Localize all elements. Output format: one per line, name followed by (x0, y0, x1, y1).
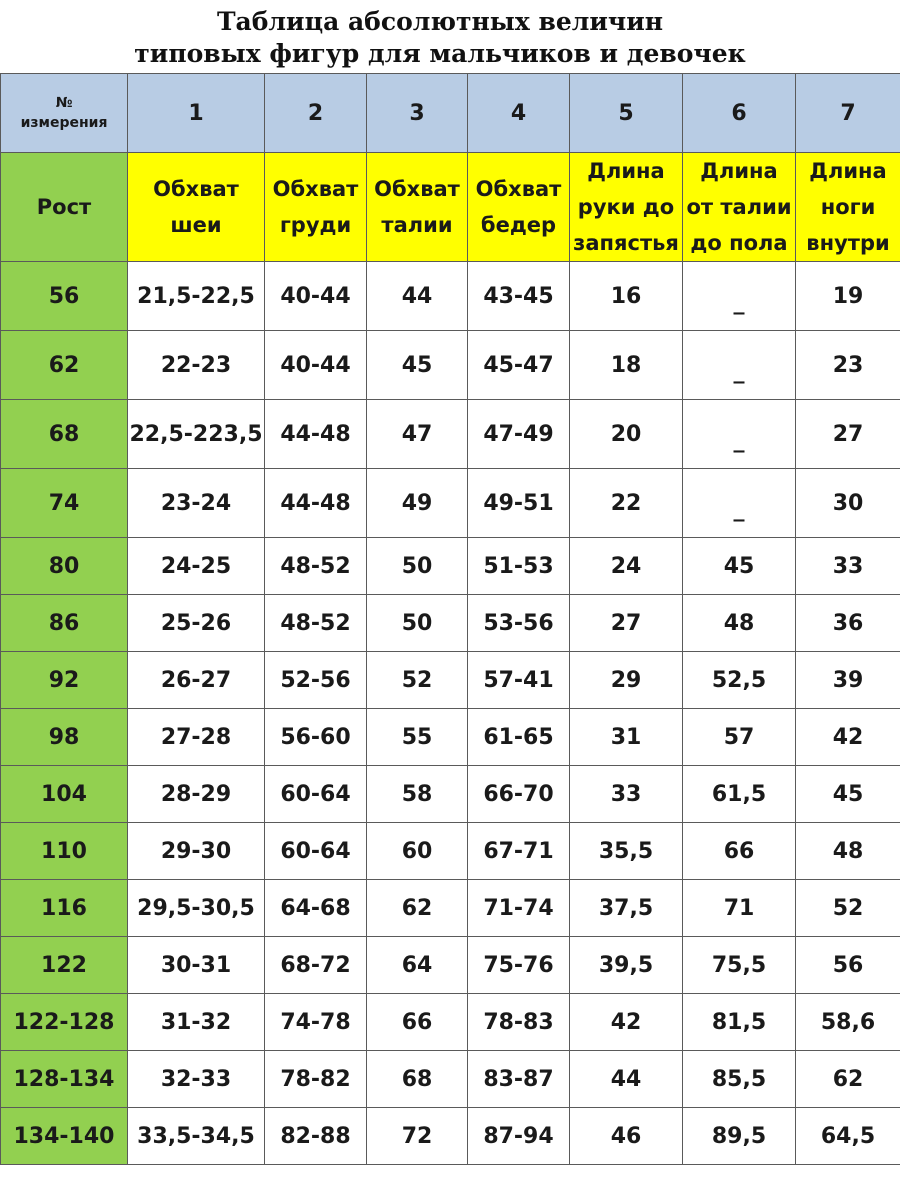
measure-header-line: до пола (690, 231, 788, 255)
inseam-value: 45 (796, 766, 900, 823)
hip-girth-value: 51-53 (468, 538, 570, 595)
waist-to-floor-value: 85,5 (683, 1051, 796, 1108)
arm-length-value: 20 (570, 400, 683, 469)
neck-girth-value: 32-33 (128, 1051, 265, 1108)
table-row (1, 538, 900, 595)
inseam-value: 36 (796, 595, 900, 652)
arm-length-value: 18 (570, 331, 683, 400)
hip-girth-value: 49-51 (468, 469, 570, 538)
neck-girth-value: 29,5-30,5 (128, 880, 265, 937)
measurement-number-row (1, 74, 900, 153)
hip-girth-value: 78-83 (468, 994, 570, 1051)
hip-girth-value: 53-56 (468, 595, 570, 652)
chest-girth-value: 40-44 (265, 331, 367, 400)
arm-length-value: 46 (570, 1108, 683, 1165)
waist-girth-value: 44 (367, 262, 468, 331)
measure-header-arm-length (570, 153, 683, 262)
hip-girth-value: 71-74 (468, 880, 570, 937)
measure-header-line: Длина (587, 159, 665, 183)
chest-girth-value: 60-64 (265, 823, 367, 880)
size-table (0, 73, 900, 1165)
table-row (1, 400, 900, 469)
column-number: 2 (265, 74, 367, 153)
rost-value: 98 (1, 709, 128, 766)
measure-header-neck (128, 153, 265, 262)
rost-value: 68 (1, 400, 128, 469)
rost-value: 62 (1, 331, 128, 400)
rost-value: 110 (1, 823, 128, 880)
chest-girth-value: 82-88 (265, 1108, 367, 1165)
waist-girth-value: 49 (367, 469, 468, 538)
arm-length-value: 16 (570, 262, 683, 331)
arm-length-value: 42 (570, 994, 683, 1051)
rost-value: 116 (1, 880, 128, 937)
waist-girth-value: 68 (367, 1051, 468, 1108)
page-title (0, 0, 880, 70)
rost-value: 74 (1, 469, 128, 538)
inseam-value: 33 (796, 538, 900, 595)
waist-to-floor-value: 45 (683, 538, 796, 595)
neck-girth-value: 22-23 (128, 331, 265, 400)
rost-value: 80 (1, 538, 128, 595)
measure-header-line: запястья (573, 231, 679, 255)
column-number: 1 (128, 74, 265, 153)
chest-girth-value: 44-48 (265, 400, 367, 469)
measure-header-line: Длина (700, 159, 778, 183)
measure-header-line: ноги (820, 195, 876, 219)
column-number: 5 (570, 74, 683, 153)
rost-value: 92 (1, 652, 128, 709)
neck-girth-value: 26-27 (128, 652, 265, 709)
waist-girth-value: 66 (367, 994, 468, 1051)
table-row (1, 994, 900, 1051)
measure-header-line: шеи (170, 213, 222, 237)
waist-to-floor-value: 57 (683, 709, 796, 766)
waist-girth-value: 60 (367, 823, 468, 880)
table-row (1, 709, 900, 766)
chest-girth-value: 48-52 (265, 595, 367, 652)
measurement-number-header (1, 74, 128, 153)
inseam-value: 48 (796, 823, 900, 880)
inseam-value: 64,5 (796, 1108, 900, 1165)
waist-girth-value: 45 (367, 331, 468, 400)
arm-length-value: 27 (570, 595, 683, 652)
waist-to-floor-value: 52,5 (683, 652, 796, 709)
inseam-value: 30 (796, 469, 900, 538)
measure-header-line: талии (381, 213, 453, 237)
hip-girth-value: 61-65 (468, 709, 570, 766)
table-row (1, 823, 900, 880)
inseam-value: 42 (796, 709, 900, 766)
corner-line-1: № (55, 95, 73, 111)
hip-girth-value: 57-41 (468, 652, 570, 709)
measure-header-line: Обхват (475, 177, 562, 201)
table-row (1, 331, 900, 400)
rost-header: Рост (1, 153, 128, 262)
chest-girth-value: 56-60 (265, 709, 367, 766)
neck-girth-value: 22,5-223,5 (128, 400, 265, 469)
chest-girth-value: 40-44 (265, 262, 367, 331)
column-number: 3 (367, 74, 468, 153)
hip-girth-value: 45-47 (468, 331, 570, 400)
waist-girth-value: 55 (367, 709, 468, 766)
chest-girth-value: 78-82 (265, 1051, 367, 1108)
hip-girth-value: 43-45 (468, 262, 570, 331)
measure-header-line: внутри (806, 231, 890, 255)
hip-girth-value: 75-76 (468, 937, 570, 994)
waist-to-floor-value: 48 (683, 595, 796, 652)
waist-girth-value: 64 (367, 937, 468, 994)
column-number: 6 (683, 74, 796, 153)
arm-length-value: 35,5 (570, 823, 683, 880)
neck-girth-value: 28-29 (128, 766, 265, 823)
size-table-body (1, 262, 900, 1165)
neck-girth-value: 33,5-34,5 (128, 1108, 265, 1165)
rost-value: 104 (1, 766, 128, 823)
rost-value: 134-140 (1, 1108, 128, 1165)
waist-to-floor-value: 61,5 (683, 766, 796, 823)
chest-girth-value: 74-78 (265, 994, 367, 1051)
hip-girth-value: 87-94 (468, 1108, 570, 1165)
neck-girth-value: 27-28 (128, 709, 265, 766)
table-row (1, 262, 900, 331)
column-number: 7 (796, 74, 900, 153)
inseam-value: 58,6 (796, 994, 900, 1051)
chest-girth-value: 60-64 (265, 766, 367, 823)
arm-length-value: 44 (570, 1051, 683, 1108)
waist-to-floor-value: 89,5 (683, 1108, 796, 1165)
rost-value: 122 (1, 937, 128, 994)
inseam-value: 27 (796, 400, 900, 469)
neck-girth-value: 24-25 (128, 538, 265, 595)
title-line-1: Таблица абсолютных величин (216, 7, 664, 36)
measure-header-line: Длина (809, 159, 887, 183)
column-number: 4 (468, 74, 570, 153)
corner-line-2: измерения (20, 115, 108, 131)
measure-header-chest (265, 153, 367, 262)
neck-girth-value: 31-32 (128, 994, 265, 1051)
measure-header-waist-to-floor (683, 153, 796, 262)
chest-girth-value: 52-56 (265, 652, 367, 709)
inseam-value: 19 (796, 262, 900, 331)
table-row (1, 1108, 900, 1165)
waist-to-floor-value: 71 (683, 880, 796, 937)
table-row (1, 469, 900, 538)
waist-to-floor-value: _ (683, 400, 796, 469)
neck-girth-value: 23-24 (128, 469, 265, 538)
measure-header-line: Обхват (153, 177, 239, 201)
waist-girth-value: 50 (367, 538, 468, 595)
arm-length-value: 39,5 (570, 937, 683, 994)
neck-girth-value: 21,5-22,5 (128, 262, 265, 331)
arm-length-value: 24 (570, 538, 683, 595)
waist-girth-value: 72 (367, 1108, 468, 1165)
waist-to-floor-value: _ (683, 262, 796, 331)
hip-girth-value: 83-87 (468, 1051, 570, 1108)
rost-value: 122-128 (1, 994, 128, 1051)
waist-girth-value: 62 (367, 880, 468, 937)
chest-girth-value: 44-48 (265, 469, 367, 538)
hip-girth-value: 47-49 (468, 400, 570, 469)
waist-girth-value: 47 (367, 400, 468, 469)
measurement-name-row (1, 153, 900, 262)
neck-girth-value: 30-31 (128, 937, 265, 994)
measure-header-hips (468, 153, 570, 262)
inseam-value: 52 (796, 880, 900, 937)
rost-value: 86 (1, 595, 128, 652)
waist-girth-value: 50 (367, 595, 468, 652)
arm-length-value: 29 (570, 652, 683, 709)
table-row (1, 1051, 900, 1108)
hip-girth-value: 66-70 (468, 766, 570, 823)
arm-length-value: 22 (570, 469, 683, 538)
rost-value: 128-134 (1, 1051, 128, 1108)
title-line-2: типовых фигур для мальчиков и девочек (134, 39, 746, 68)
waist-to-floor-value: 81,5 (683, 994, 796, 1051)
hip-girth-value: 67-71 (468, 823, 570, 880)
inseam-value: 39 (796, 652, 900, 709)
chest-girth-value: 68-72 (265, 937, 367, 994)
neck-girth-value: 29-30 (128, 823, 265, 880)
neck-girth-value: 25-26 (128, 595, 265, 652)
waist-to-floor-value: _ (683, 469, 796, 538)
measure-header-line: Обхват (272, 177, 359, 201)
waist-to-floor-value: 75,5 (683, 937, 796, 994)
chest-girth-value: 48-52 (265, 538, 367, 595)
arm-length-value: 37,5 (570, 880, 683, 937)
waist-girth-value: 58 (367, 766, 468, 823)
measure-header-line: от талии (686, 195, 792, 219)
inseam-value: 56 (796, 937, 900, 994)
rost-value: 56 (1, 262, 128, 331)
table-row (1, 880, 900, 937)
waist-girth-value: 52 (367, 652, 468, 709)
arm-length-value: 33 (570, 766, 683, 823)
inseam-value: 62 (796, 1051, 900, 1108)
measure-header-waist (367, 153, 468, 262)
inseam-value: 23 (796, 331, 900, 400)
measure-header-line: руки до (577, 195, 675, 219)
measure-header-line: груди (279, 213, 352, 237)
measure-header-line: Обхват (374, 177, 460, 201)
arm-length-value: 31 (570, 709, 683, 766)
waist-to-floor-value: _ (683, 331, 796, 400)
table-row (1, 766, 900, 823)
waist-to-floor-value: 66 (683, 823, 796, 880)
table-row (1, 937, 900, 994)
table-row (1, 652, 900, 709)
table-row (1, 595, 900, 652)
chest-girth-value: 64-68 (265, 880, 367, 937)
measure-header-inseam (796, 153, 900, 262)
measure-header-line: бедер (480, 213, 557, 237)
